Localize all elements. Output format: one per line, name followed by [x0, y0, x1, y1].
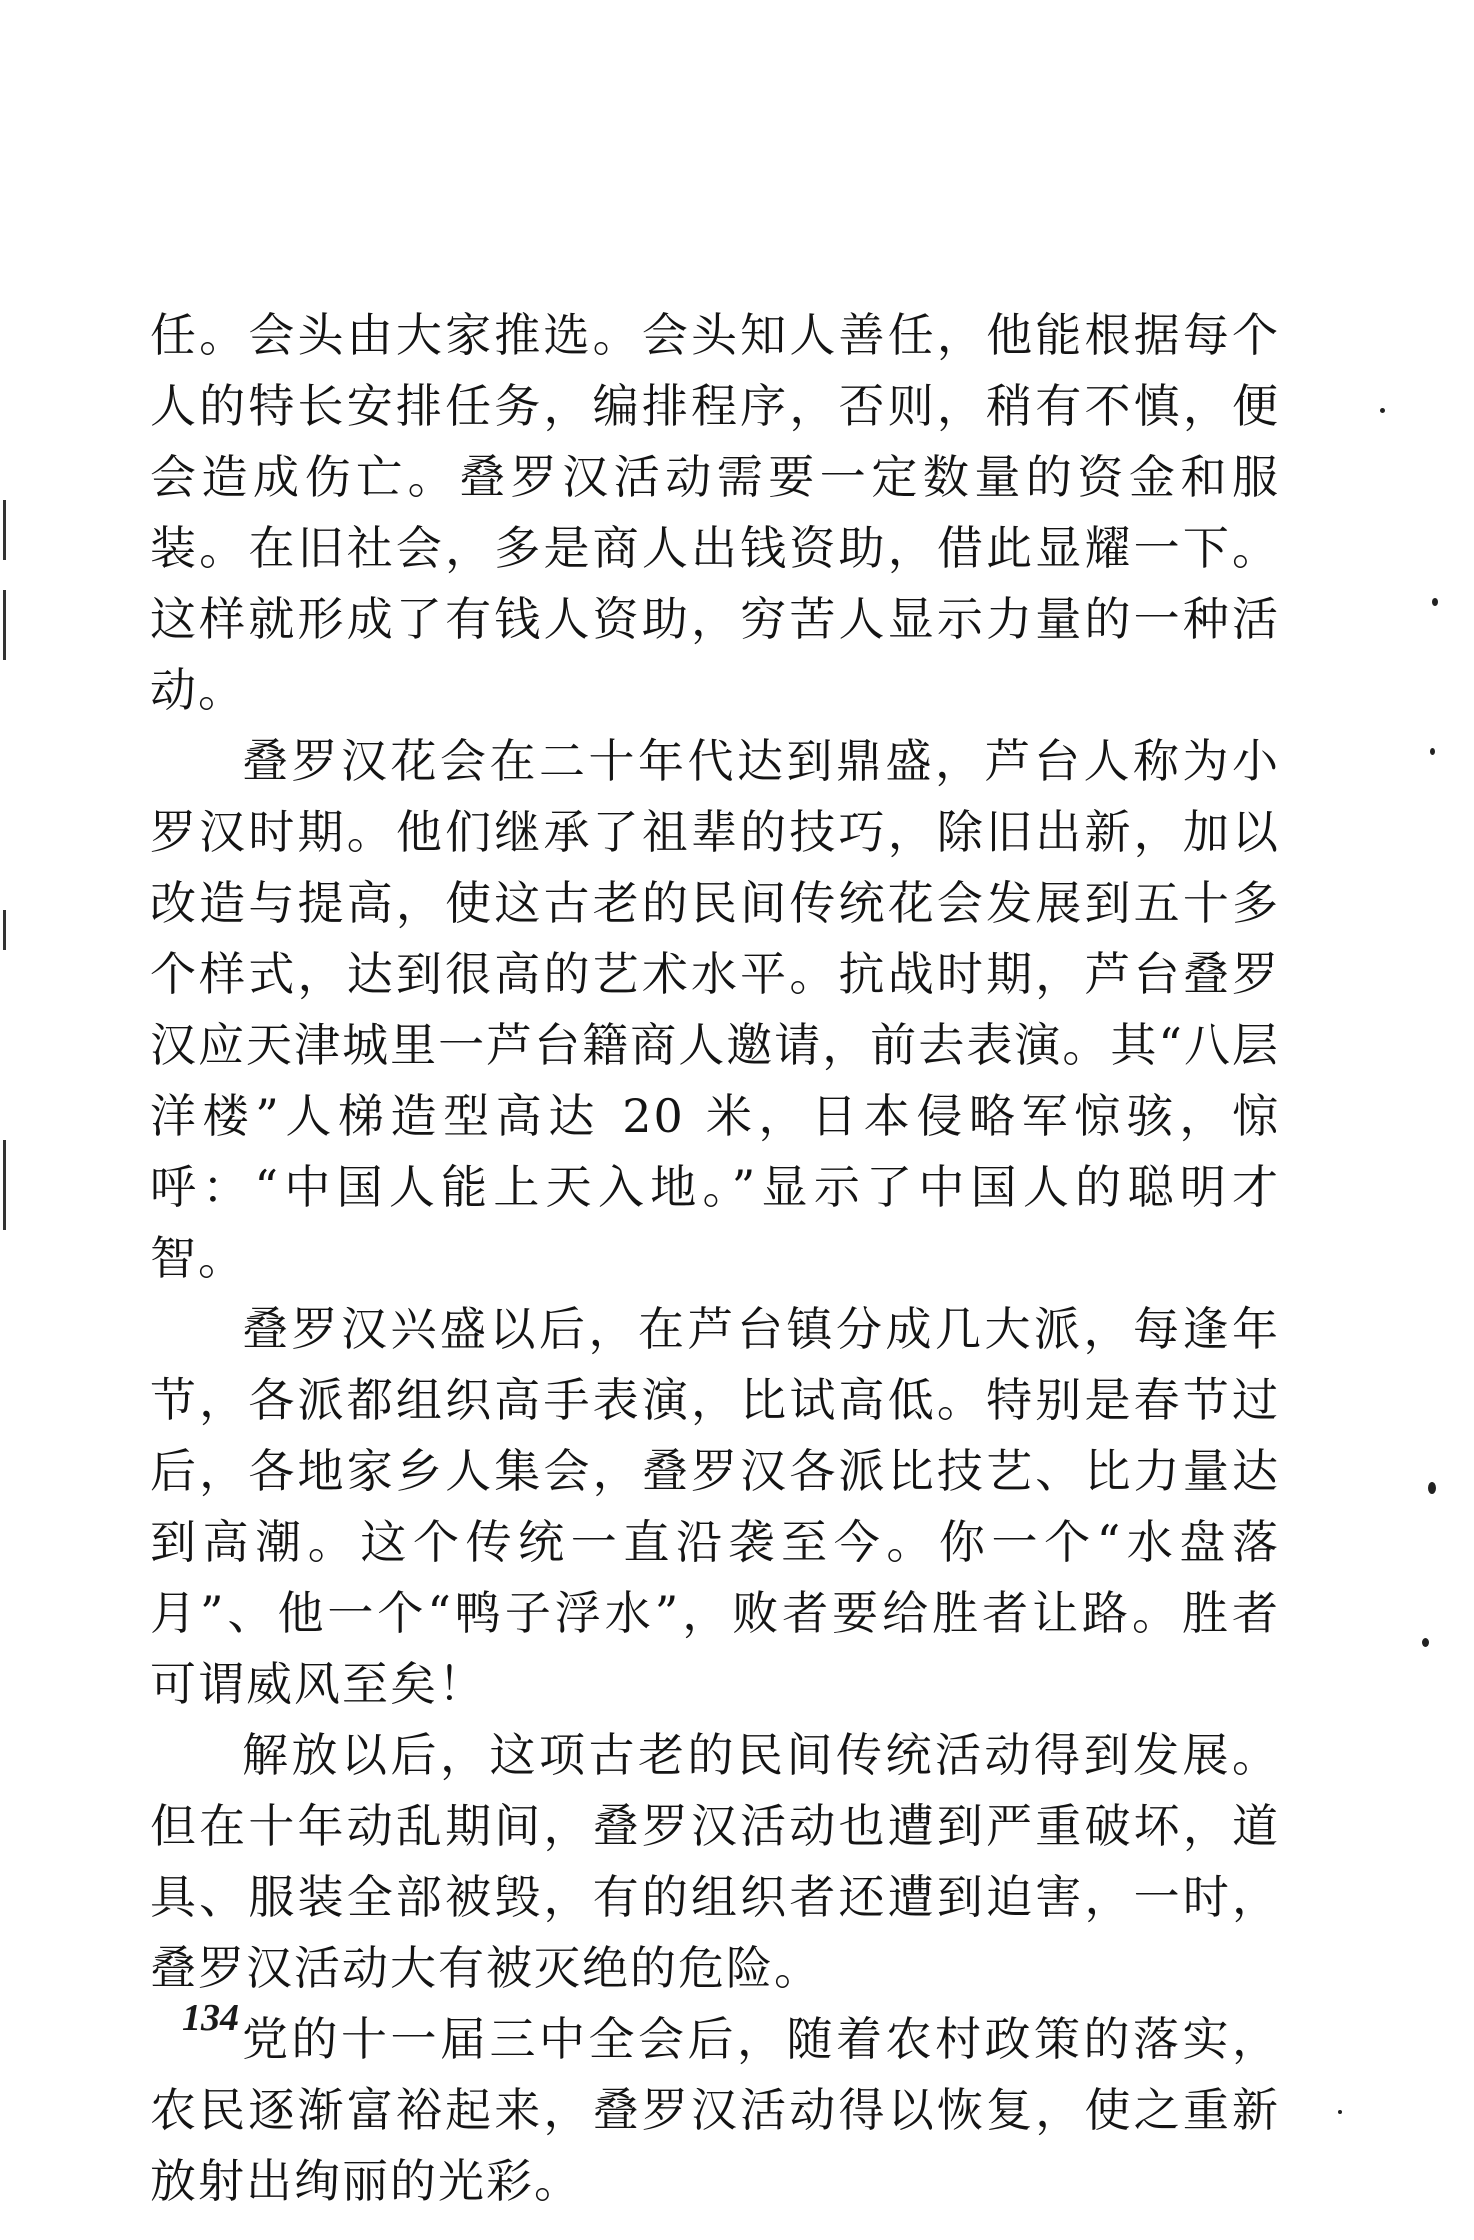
scan-speck — [1432, 598, 1438, 606]
paragraph-3: 叠罗汉兴盛以后，在芦台镇分成几大派，每逢年节，各派都组织高手表演，比试高低。特别是春节过后，各地家乡人集会，叠罗汉各派比技艺、比力量达到高潮。这个传统一直沿袭至今。你一个“水盘落月”、他一个“鸭子浮水”，败者要给胜者让路。胜者可谓威风至矣！ — [150, 1302, 1280, 1711]
scan-edge-mark — [3, 500, 6, 560]
paragraph-1: 任。会头由大家推选。会头知人善任，他能根据每个人的特长安排任务，编排程序，否则，稍有不慎，便会造成伤亡。叠罗汉活动需要一定数量的资金和服装。在旧社会，多是商人出钱资助，借此显耀一下。这样就形成了有钱人资助，穷苦人显示力量的一种活动。 — [150, 308, 1280, 717]
scan-speck — [1428, 1482, 1436, 1494]
scan-speck — [1422, 1638, 1429, 1647]
body-text — [150, 300, 1280, 2217]
paragraph-2: 叠罗汉花会在二十年代达到鼎盛，芦台人称为小罗汉时期。他们继承了祖辈的技巧，除旧出新，加以改造与提高，使这古老的民间传统花会发展到五十多个样式，达到很高的艺术水平。抗战时期，芦台叠罗汉应天津城里一芦台籍商人邀请，前去表演。其“八层洋楼”人梯造型高达 20 米，日本侵略军惊骇，惊呼：“中国人能上天入地。”显示了中国人的聪明才智。 — [150, 734, 1280, 1285]
scan-edge-mark — [3, 1140, 6, 1230]
scan-edge-mark — [3, 910, 6, 950]
paragraph-5: 党的十一届三中全会后，随着农村政策的落实，农民逐渐富裕起来，叠罗汉活动得以恢复，使之重新放射出绚丽的光彩。 — [150, 2012, 1280, 2208]
scan-speck — [1380, 408, 1385, 413]
scan-speck — [1430, 748, 1435, 755]
page-number: 134 — [182, 1997, 239, 2039]
scan-speck — [1338, 2110, 1342, 2114]
scan-edge-mark — [3, 590, 6, 660]
paragraph-4: 解放以后，这项古老的民间传统活动得到发展。但在十年动乱期间，叠罗汉活动也遭到严重破坏，道具、服装全部被毁，有的组织者还遭到迫害，一时，叠罗汉活动大有被灭绝的危险。 — [150, 1728, 1280, 1995]
